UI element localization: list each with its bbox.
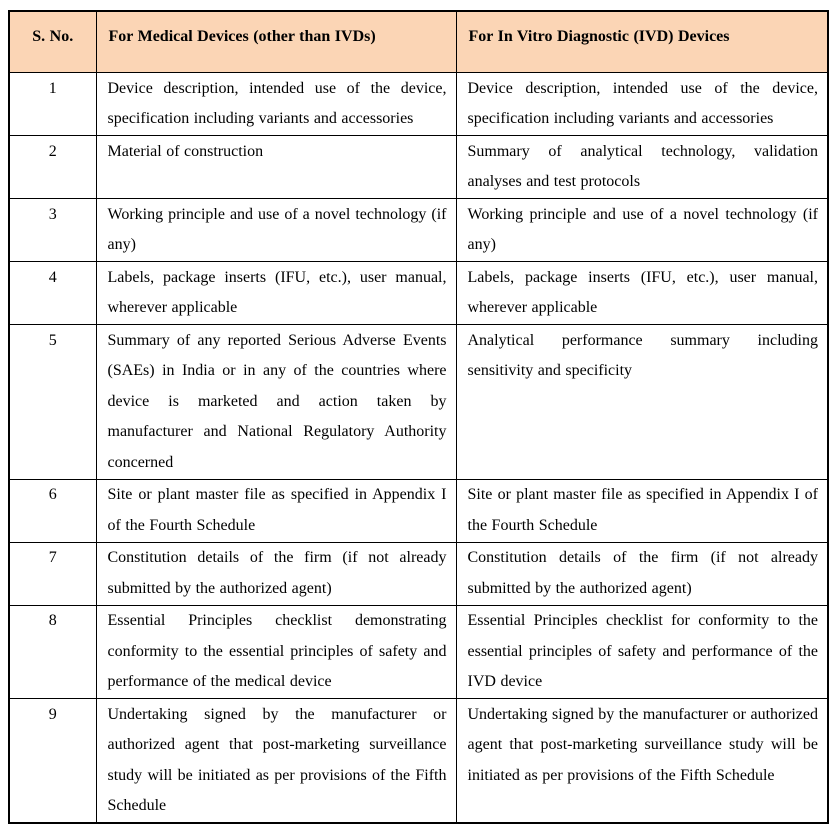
table-row xyxy=(9,136,828,199)
table-row xyxy=(9,479,828,542)
medical-devices-cell: Undertaking signed by the manufacturer or authorized agent that post-marketing surveillance study will be initiated as per provisions of the Fifth Schedule xyxy=(96,699,456,824)
serial-number-cell: 2 xyxy=(9,136,96,199)
ivd-devices-cell: Constitution details of the firm (if not already submitted by the authorized agent) xyxy=(456,542,828,605)
requirements-comparison-table xyxy=(8,10,829,824)
ivd-devices-cell: Summary of analytical technology, validation analyses and test protocols xyxy=(456,136,828,199)
column-header-serial-number: S. No. xyxy=(9,11,96,73)
column-header-medical-devices: For Medical Devices (other than IVDs) xyxy=(96,11,456,73)
ivd-devices-cell: Analytical performance summary including sensitivity and specificity xyxy=(456,325,828,480)
table-row xyxy=(9,699,828,824)
medical-devices-cell: Labels, package inserts (IFU, etc.), user manual, wherever applicable xyxy=(96,262,456,325)
table-header-row xyxy=(9,11,828,73)
table-row xyxy=(9,605,828,699)
serial-number-cell: 4 xyxy=(9,262,96,325)
table-row xyxy=(9,542,828,605)
ivd-devices-cell: Essential Principles checklist for conformity to the essential principles of safety and performance of the IVD device xyxy=(456,605,828,699)
medical-devices-cell: Site or plant master file as specified in Appendix I of the Fourth Schedule xyxy=(96,479,456,542)
serial-number-cell: 1 xyxy=(9,73,96,136)
table-body xyxy=(9,73,828,824)
serial-number-cell: 8 xyxy=(9,605,96,699)
column-header-ivd-devices: For In Vitro Diagnostic (IVD) Devices xyxy=(456,11,828,73)
table-row xyxy=(9,262,828,325)
table-row xyxy=(9,199,828,262)
ivd-devices-cell: Labels, package inserts (IFU, etc.), user manual, wherever applicable xyxy=(456,262,828,325)
ivd-devices-cell: Site or plant master file as specified in Appendix I of the Fourth Schedule xyxy=(456,479,828,542)
table-row xyxy=(9,73,828,136)
table-row xyxy=(9,325,828,480)
medical-devices-cell: Summary of any reported Serious Adverse Events (SAEs) in India or in any of the countries where device is marketed and action taken by manufacturer and National Regulatory Authority concerned xyxy=(96,325,456,480)
serial-number-cell: 6 xyxy=(9,479,96,542)
medical-devices-cell: Device description, intended use of the device, specification including variants and accessories xyxy=(96,73,456,136)
ivd-devices-cell: Undertaking signed by the manufacturer or authorized agent that post-marketing surveillance study will be initiated as per provisions of the Fifth Schedule xyxy=(456,699,828,824)
medical-devices-cell: Material of construction xyxy=(96,136,456,199)
serial-number-cell: 7 xyxy=(9,542,96,605)
ivd-devices-cell: Working principle and use of a novel technology (if any) xyxy=(456,199,828,262)
serial-number-cell: 5 xyxy=(9,325,96,480)
serial-number-cell: 9 xyxy=(9,699,96,824)
ivd-devices-cell: Device description, intended use of the device, specification including variants and accessories xyxy=(456,73,828,136)
serial-number-cell: 3 xyxy=(9,199,96,262)
medical-devices-cell: Essential Principles checklist demonstrating conformity to the essential principles of safety and performance of the medical device xyxy=(96,605,456,699)
medical-devices-cell: Constitution details of the firm (if not already submitted by the authorized agent) xyxy=(96,542,456,605)
medical-devices-cell: Working principle and use of a novel technology (if any) xyxy=(96,199,456,262)
